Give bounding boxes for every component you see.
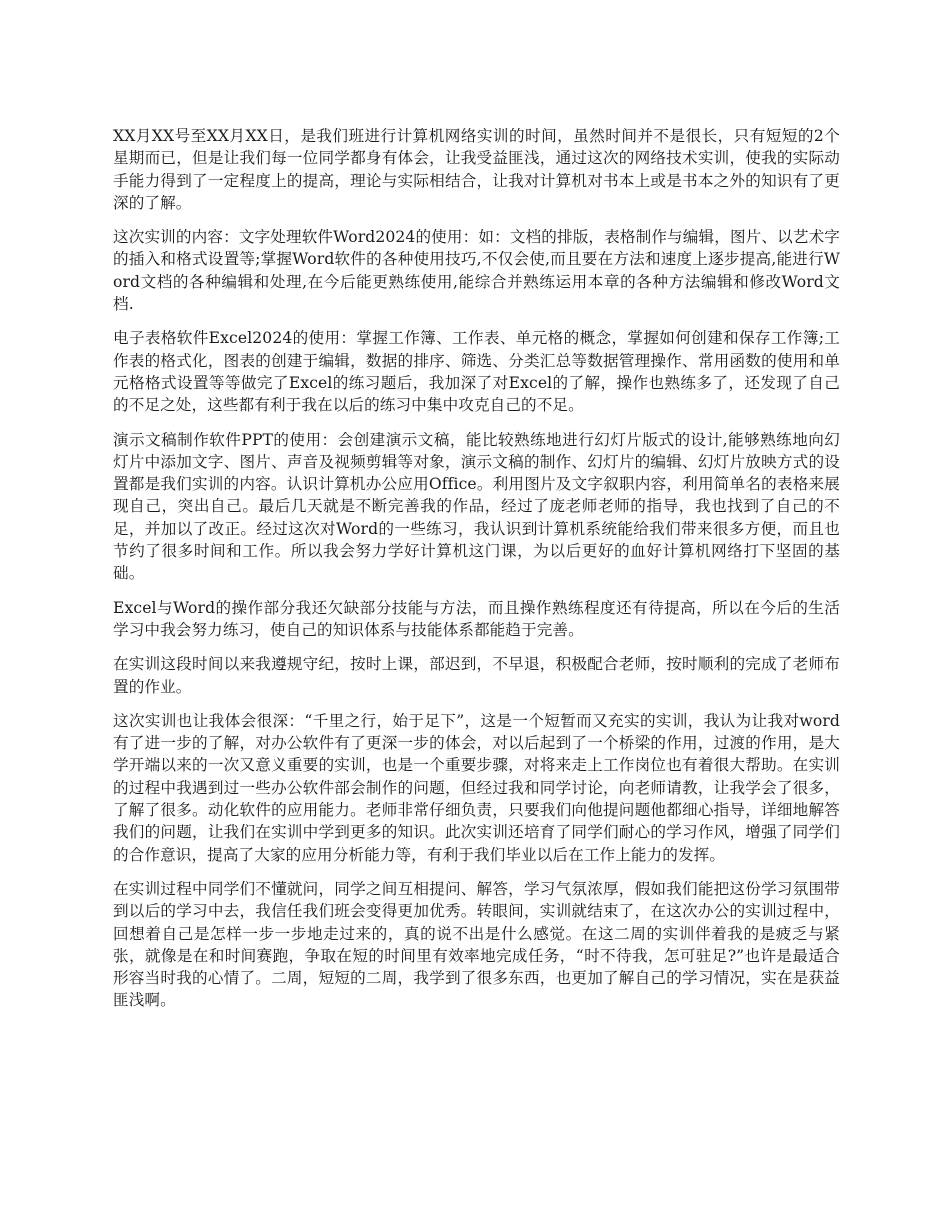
paragraph-intro: XX月XX号至XX月XX日，是我们班进行计算机网络实训的时间，虽然时间并不是很长，只有短短的2个星期而已，但是让我们每一位同学都身有体会，让我受益匪浅，通过这次的网络技术实训，使我的实际动手能力得到了一定程度上的提高，理论与实际相结合，让我对计算机对书本上或是书本之外的知识有了更深的了解。: [113, 127, 840, 212]
paragraph-ppt: 演示文稿制作软件PPT的使用：会创建演示文稿，能比较熟练地进行幻灯片版式的设计,能够熟练地向幻灯片中添加文字、图片、声音及视频剪辑等对象，演示文稿的制作、幻灯片的编辑、幻灯片放映方式的设置都是我们实训的内容。认识计算机办公应用Office。利用图片及文字叙职内容，利用简单名的表格来展现自己，突出自己。最后几天就是不断完善我的作品，经过了庞老师老师的指导，我也找到了自己的不足，并加以了改正。经过这次对Word的一些练习，我认识到计算机系统能给我们带来很多方便，而且也节约了很多时间和工作。所以我会努力学好计算机这门课，为以后更好的血好计算机网络打下坚固的基础。: [113, 430, 840, 583]
paragraph-discipline: 在实训这段时间以来我遵规守纪，按时上课，部迟到，不早退，积极配合老师，按时顺利的完成了老师布置的作业。: [113, 655, 840, 696]
document-body: [113, 125, 840, 1024]
paragraph-shortcomings: Excel与Word的操作部分我还欠缺部分技能与方法，而且操作熟练程度还有待提高，所以在今后的生活学习中我会努力练习，使自己的知识体系与技能体系都能趋于完善。: [113, 598, 840, 639]
paragraph-conclusion: 在实训过程中同学们不懂就问，同学之间互相提问、解答，学习气氛浓厚，假如我们能把这份学习氛围带到以后的学习中去，我信任我们班会变得更加优秀。转眼间，实训就结束了，在这次办公的实训过程中，回想着自己是怎样一步一步地走过来的，真的说不出是什么感觉。在这二周的实训伴着我的是疲乏与紧张，就像是在和时间赛跑，争取在短的时间里有效率地完成任务，“时不待我，怎可驻足?”也许是最适合形容当时我的心情了。二周，短短的二周，我学到了很多东西，也更加了解自己的学习情况，实在是获益匪浅啊。: [113, 879, 840, 1010]
paragraph-word: 这次实训的内容：文字处理软件Word2024的使用：如：文档的排版，表格制作与编辑，图片、以艺术字的插入和格式设置等;掌握Word软件的各种使用技巧,不仅会使,而且要在方法和速度上逐步提高,能进行Word文档的各种编辑和处理,在今后能更熟练使用,能综合并熟练运用本章的各种方法编辑和修改Word文档.: [113, 228, 840, 314]
paragraph-excel: 电子表格软件Excel2024的使用：掌握工作簿、工作表、单元格的概念，掌握如何创建和保存工作簿;工作表的格式化，图表的创建于编辑，数据的排序、筛选、分类汇总等数据管理操作、常用函数的使用和单元格格式设置等等做完了Excel的练习题后，我加深了对Excel的了解，操作也熟练多了，还发现了自己的不足之处，这些都有利于我在以后的练习中集中攻克自己的不足。: [113, 329, 840, 415]
paragraph-reflection: 这次实训也让我体会很深：“千里之行，始于足下”，这是一个短暂而又充实的实训，我认为让我对word有了进一步的了解，对办公软件有了更深一步的体会，对以后起到了一个桥梁的作用，过渡的作用，是大学开端以来的一次又意义重要的实训，也是一个重要步骤，对将来走上工作岗位也有着很大帮助。在实训的过程中我遇到过一些办公软件部会制作的问题，但经过我和同学讨论，向老师请教，让我学会了很多，了解了很多。动化软件的应用能力。老师非常仔细负责，只要我们向他提问题他都细心指导，详细地解答我们的问题，让我们在实训中学到更多的知识。此次实训还培育了同学们耐心的学习作风，增强了同学们的合作意识，提高了大家的应用分析能力等，有利于我们毕业以后在工作上能力的发挥。: [113, 711, 840, 864]
